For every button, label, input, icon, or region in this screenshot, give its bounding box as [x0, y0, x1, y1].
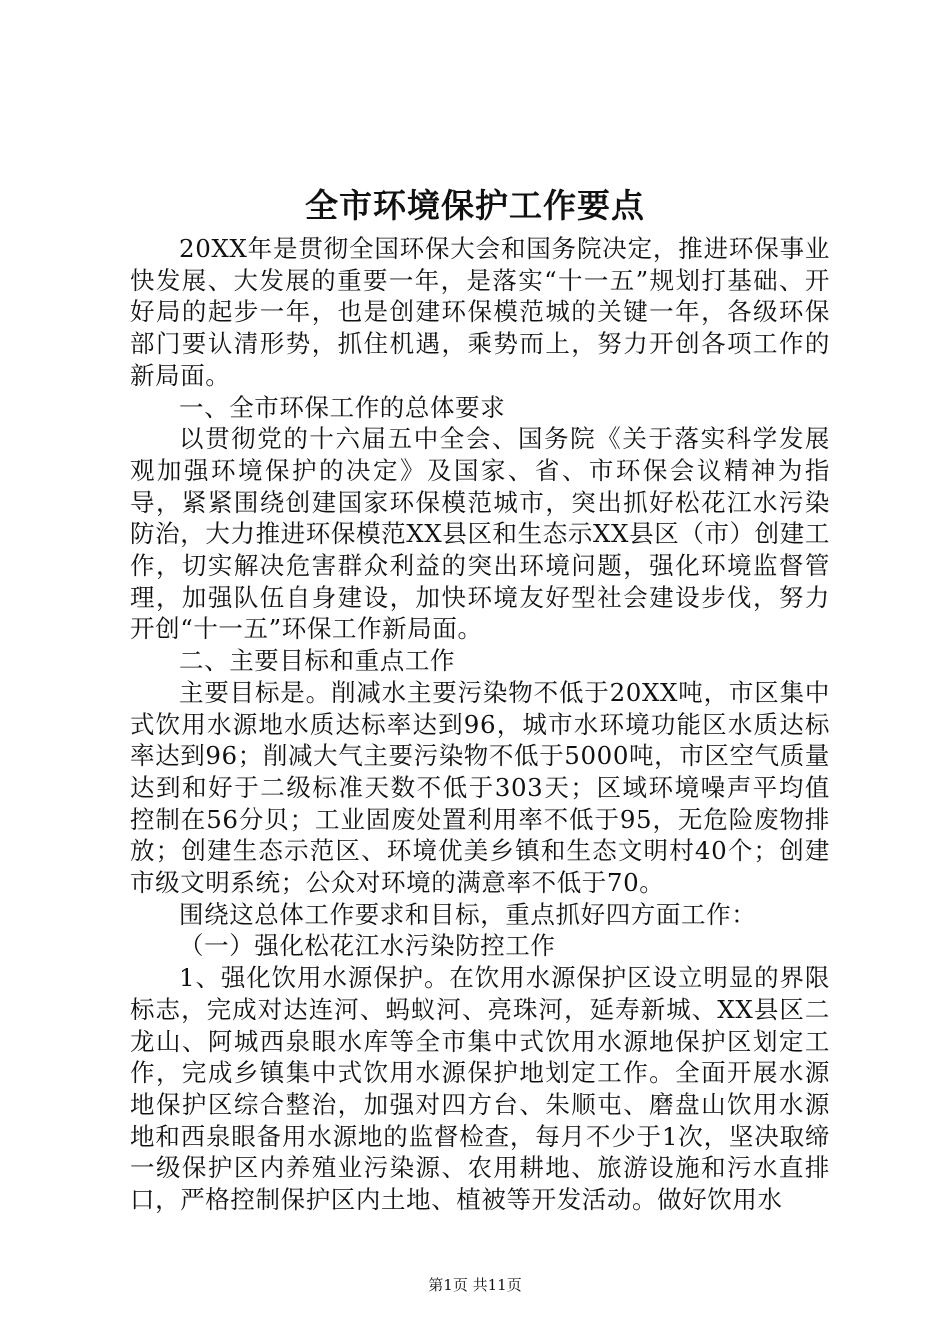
paragraph-targets: 主要目标是。削减水主要污染物不低于20XX吨，市区集中式饮用水源地水质达标率达到96，城市水环境功能区水质达标率达到96；削减大气主要污染物不低于5000吨，市区空气质量达到和好于二级标准天数不低于303天；区域环境噪声平均值控制在56分贝；工业固废处置利用率不低于95，无危险废物排放；创建生态示范区、环境优美乡镇和生态文明村40个；创建市级文明系统；公众对环境的满意率不低于70。 [130, 677, 830, 898]
document-title: 全市环境保护工作要点 [305, 186, 645, 225]
page-number-footer: 第1页 共11页 [428, 1276, 522, 1294]
paragraph-intro: 20XX年是贯彻全国环保大会和国务院决定，推进环保事业快发展、大发展的重要一年，是落实“十一五”规划打基础、开好局的起步一年，也是创建环保模范城的关键一年，各级环保部门要认清形势，抓住机遇，乘势而上，努力开创各项工作的新局面。 [130, 234, 830, 390]
paragraph-requirements: 以贯彻党的十六届五中全会、国务院《关于落实科学发展观加强环境保护的决定》及国家、省、市环保会议精神为指导，紧紧围绕创建国家环保模范城市，突出抓好松花江水污染防治，大力推进环保模范XX县区和生态示XX县区（市）创建工作，切实解决危害群众利益的突出环境问题，强化环境监督管理，加强队伍自身建设，加快环境友好型社会建设步伐，努力开创“十一五”环保工作新局面。 [130, 424, 830, 644]
document-body [130, 233, 830, 1216]
section-heading-1: 一、全市环保工作的总体要求 [179, 392, 506, 422]
section-heading-2: 二、主要目标和重点工作 [179, 646, 456, 676]
paragraph-water-source: 1、强化饮用水源保护。在饮用水源保护区设立明显的界限标志，完成对达连河、蚂蚁河、亮珠河，延寿新城、XX县区二龙山、阿城西泉眼水库等全市集中式饮用水源地保护区划定工作，完成乡镇集中式饮用水源保护地划定工作。全面开展水源地保护区综合整治，加强对四方台、朱顺屯、磨盘山饮用水源地和西泉眼备用水源地的监督检查，每月不少于1次，坚决取缔一级保护区内养殖业污染源、农用耕地、旅游设施和污水直排口，严格控制保护区内土地、植被等开发活动。做好饮用水 [130, 963, 830, 1215]
paragraph-four-aspects: 围绕这总体工作要求和目标，重点抓好四方面工作： [179, 899, 757, 929]
subsection-heading-1: （一）强化松花江水污染防控工作 [179, 931, 556, 961]
